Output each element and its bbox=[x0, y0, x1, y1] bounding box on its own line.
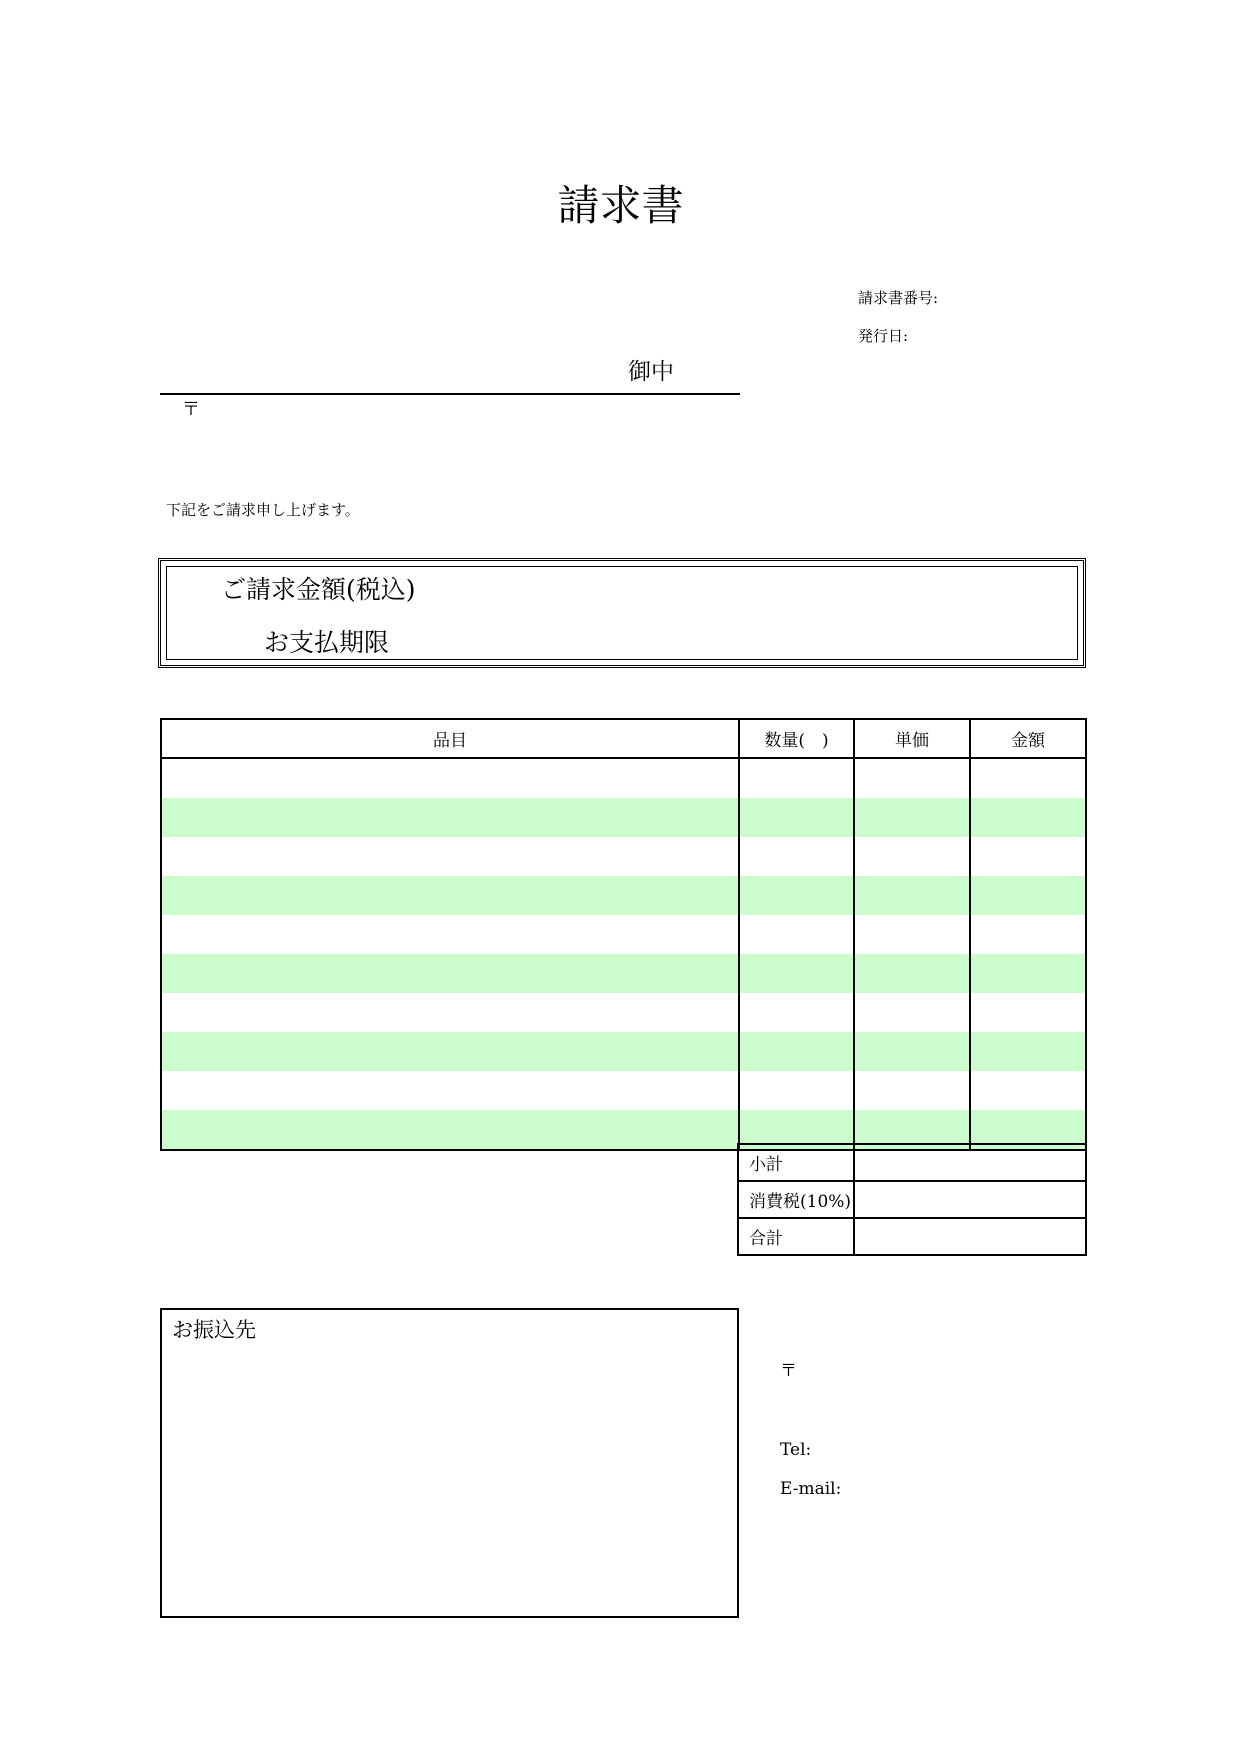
sender-email-label: E-mail: bbox=[780, 1479, 842, 1499]
cell-quantity[interactable] bbox=[739, 758, 854, 798]
cell-amount[interactable] bbox=[970, 876, 1086, 915]
cell-amount[interactable] bbox=[970, 954, 1086, 993]
subtotal-value[interactable] bbox=[854, 1144, 1086, 1181]
cell-unit-price[interactable] bbox=[854, 993, 970, 1032]
tax-label: 消費税(10%) bbox=[738, 1181, 854, 1218]
table-row bbox=[161, 954, 1086, 993]
items-table bbox=[160, 718, 1087, 1151]
cell-item[interactable] bbox=[161, 915, 739, 954]
cell-quantity[interactable] bbox=[739, 837, 854, 876]
cell-unit-price[interactable] bbox=[854, 915, 970, 954]
totals-table bbox=[737, 1143, 1087, 1256]
header-quantity: 数量( ) bbox=[739, 719, 854, 758]
cell-amount[interactable] bbox=[970, 1032, 1086, 1071]
document-title: 請求書 bbox=[557, 181, 684, 230]
sender-tel-label: Tel: bbox=[780, 1440, 812, 1460]
cell-unit-price[interactable] bbox=[854, 1032, 970, 1071]
table-row bbox=[161, 915, 1086, 954]
due-date-label: お支払期限 bbox=[264, 628, 390, 657]
cell-quantity[interactable] bbox=[739, 954, 854, 993]
subtotal-row bbox=[738, 1144, 1086, 1181]
tax-value[interactable] bbox=[854, 1181, 1086, 1218]
cell-amount[interactable] bbox=[970, 798, 1086, 837]
table-row bbox=[161, 1032, 1086, 1071]
table-row bbox=[161, 1071, 1086, 1110]
cell-quantity[interactable] bbox=[739, 798, 854, 837]
cell-item[interactable] bbox=[161, 1110, 739, 1150]
total-value[interactable] bbox=[854, 1218, 1086, 1255]
items-body bbox=[161, 758, 1086, 1150]
cell-quantity[interactable] bbox=[739, 876, 854, 915]
header-item: 品目 bbox=[161, 719, 739, 758]
items-header-row bbox=[161, 719, 1086, 758]
tax-row bbox=[738, 1181, 1086, 1218]
cell-unit-price[interactable] bbox=[854, 954, 970, 993]
header-amount: 金額 bbox=[970, 719, 1086, 758]
cell-quantity[interactable] bbox=[739, 993, 854, 1032]
cell-amount[interactable] bbox=[970, 993, 1086, 1032]
cell-unit-price[interactable] bbox=[854, 758, 970, 798]
table-row bbox=[161, 758, 1086, 798]
total-row bbox=[738, 1218, 1086, 1255]
cell-amount[interactable] bbox=[970, 1071, 1086, 1110]
cell-amount[interactable] bbox=[970, 837, 1086, 876]
cell-item[interactable] bbox=[161, 758, 739, 798]
cell-quantity[interactable] bbox=[739, 1071, 854, 1110]
recipient-postal-mark: 〒 bbox=[182, 399, 200, 420]
bank-transfer-box bbox=[160, 1308, 739, 1618]
table-row bbox=[161, 837, 1086, 876]
cell-item[interactable] bbox=[161, 1032, 739, 1071]
bank-transfer-label: お振込先 bbox=[172, 1318, 256, 1342]
cell-quantity[interactable] bbox=[739, 915, 854, 954]
cell-item[interactable] bbox=[161, 798, 739, 837]
table-row bbox=[161, 876, 1086, 915]
cell-item[interactable] bbox=[161, 837, 739, 876]
cell-unit-price[interactable] bbox=[854, 1071, 970, 1110]
cell-quantity[interactable] bbox=[739, 1032, 854, 1071]
cell-unit-price[interactable] bbox=[854, 798, 970, 837]
cell-unit-price[interactable] bbox=[854, 876, 970, 915]
sender-postal-mark: 〒 bbox=[780, 1361, 797, 1381]
total-label: 合計 bbox=[738, 1218, 854, 1255]
invoice-number-label: 請求書番号: bbox=[858, 289, 939, 307]
cell-item[interactable] bbox=[161, 993, 739, 1032]
billing-summary-box bbox=[158, 558, 1086, 668]
header-unit-price: 単価 bbox=[854, 719, 970, 758]
cell-item[interactable] bbox=[161, 954, 739, 993]
cell-item[interactable] bbox=[161, 876, 739, 915]
table-row bbox=[161, 798, 1086, 837]
amount-label: ご請求金額(税込) bbox=[221, 575, 416, 604]
cell-unit-price[interactable] bbox=[854, 837, 970, 876]
cell-item[interactable] bbox=[161, 1071, 739, 1110]
recipient-suffix: 御中 bbox=[628, 359, 674, 385]
cell-amount[interactable] bbox=[970, 915, 1086, 954]
billing-summary-inner bbox=[166, 566, 1078, 660]
issue-date-label: 発行日: bbox=[858, 327, 909, 345]
subtotal-label: 小計 bbox=[738, 1144, 854, 1181]
cell-amount[interactable] bbox=[970, 758, 1086, 798]
intro-text: 下記をご請求申し上げます。 bbox=[166, 501, 360, 519]
table-row bbox=[161, 993, 1086, 1032]
